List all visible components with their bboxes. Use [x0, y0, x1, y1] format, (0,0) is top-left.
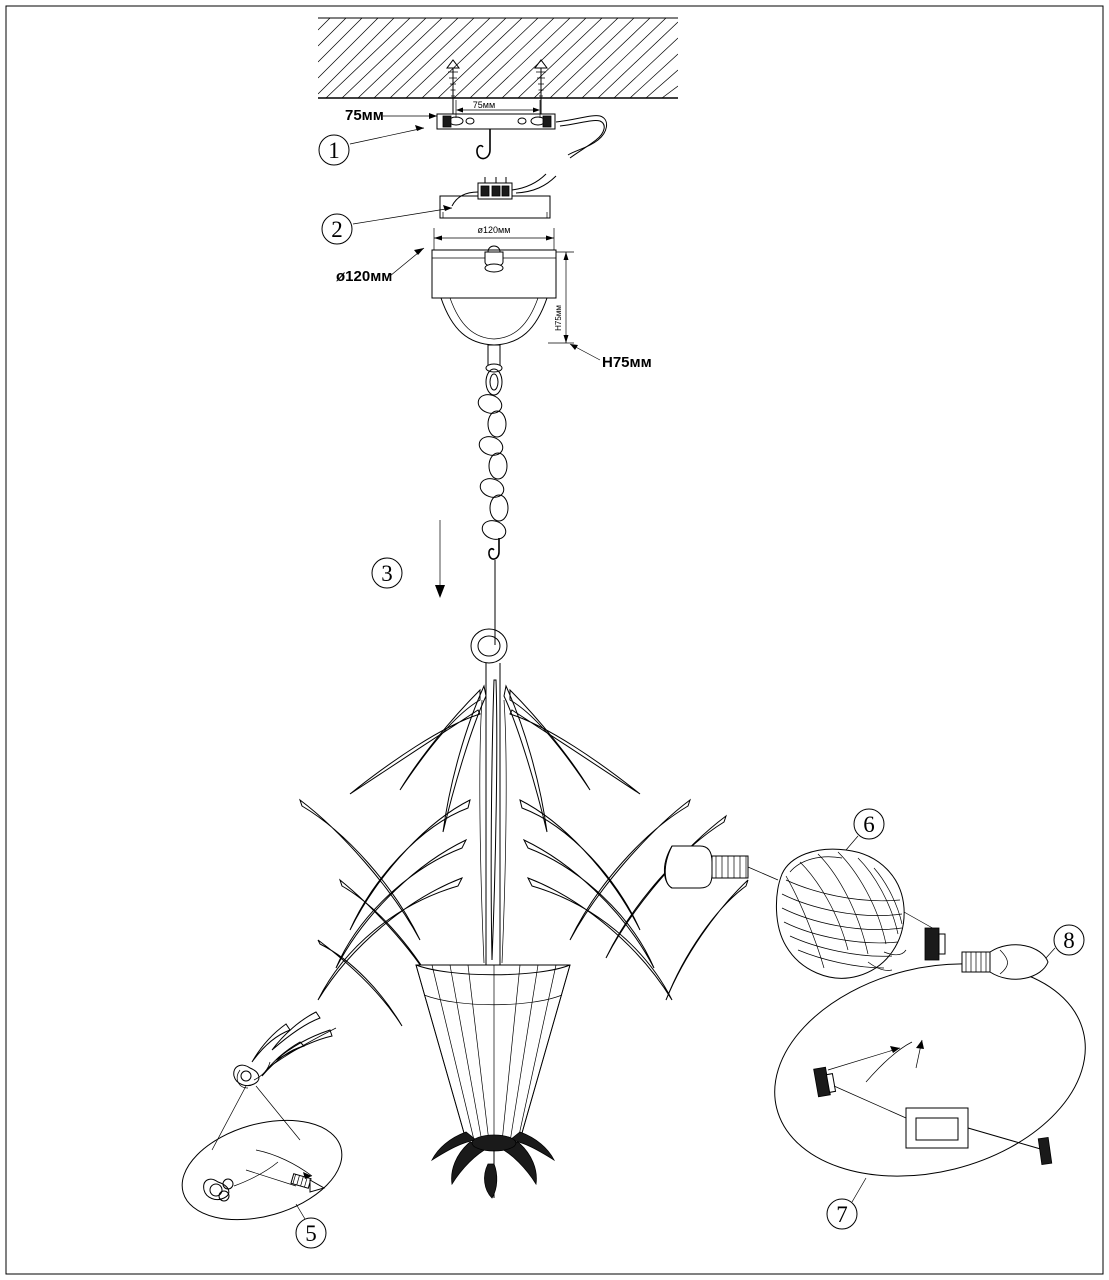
flower-detail-screw — [246, 1150, 324, 1192]
terminal-block — [440, 174, 556, 218]
callout-7 — [827, 1178, 866, 1229]
suspension-chain — [476, 369, 508, 645]
flower-detail-bubble — [170, 1086, 353, 1237]
dim-bracket-width-label: 75мм — [345, 107, 384, 124]
detail-screw — [828, 1042, 912, 1082]
dim-canopy-diameter-label: ø120мм — [336, 268, 393, 285]
callout-6-label: 6 — [863, 812, 875, 837]
lamp-bulb — [962, 945, 1048, 979]
callout-5 — [296, 1204, 326, 1248]
callout-3 — [372, 520, 445, 598]
callout-5-label: 5 — [305, 1221, 317, 1246]
dim-canopy-height-small-label: H75мм — [554, 305, 563, 331]
mounting-bracket — [437, 114, 607, 159]
bracket-piece — [814, 1067, 906, 1118]
callout-8 — [1046, 925, 1084, 958]
ceiling-canopy — [432, 246, 556, 372]
dimension-canopy-diameter — [336, 248, 424, 285]
hardware-detail-bubble — [752, 928, 1108, 1207]
callout-7-label: 7 — [836, 1202, 848, 1227]
dim-canopy-diameter-small-label: ø120мм — [477, 225, 511, 235]
bottom-finial — [432, 1132, 554, 1198]
retaining-ring — [925, 928, 945, 960]
dim-canopy-height-label: H75мм — [602, 354, 652, 371]
callout-8-label: 8 — [1063, 928, 1075, 953]
lamp-socket-arm — [664, 846, 778, 888]
callout-6 — [846, 809, 884, 850]
dimension-bracket-width — [345, 107, 437, 124]
cone-shade — [416, 965, 570, 1142]
chandelier-body — [234, 629, 748, 1198]
callout-1 — [319, 125, 424, 165]
callout-2 — [322, 205, 452, 244]
callout-3-label: 3 — [381, 561, 393, 586]
callout-1-label: 1 — [328, 138, 340, 163]
socket-body-detail — [906, 1040, 1052, 1165]
glass-shade — [776, 849, 936, 978]
flower-detail — [204, 1162, 278, 1201]
sheet-border — [6, 6, 1103, 1274]
dimension-canopy-height — [570, 344, 652, 371]
callout-2-label: 2 — [331, 217, 343, 242]
flower-bud — [234, 1062, 270, 1088]
ceiling-hatch — [318, 18, 678, 98]
dim-hole-spacing-label: 75мм — [472, 100, 496, 110]
